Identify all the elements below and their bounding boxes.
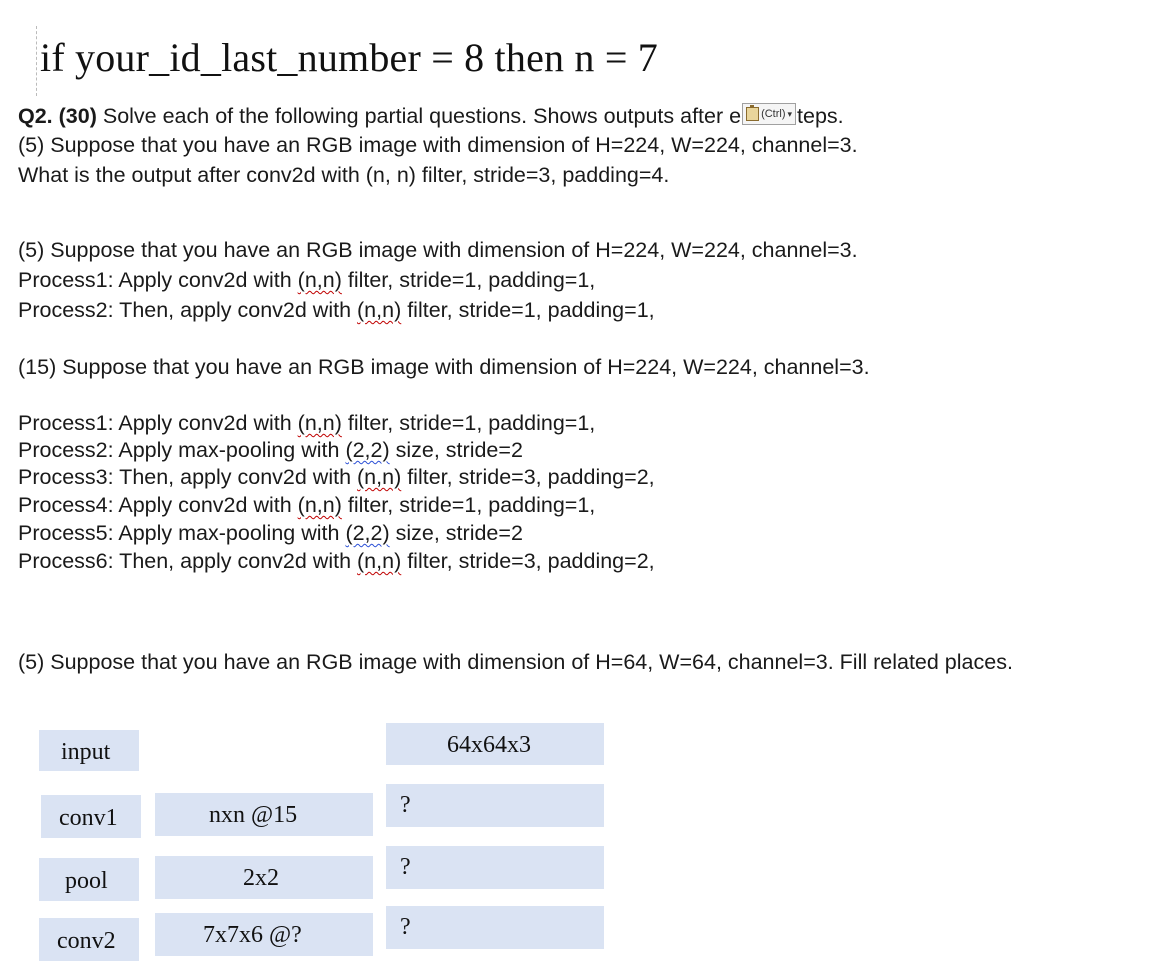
spellcheck-mark[interactable]: (n,n) [297,268,342,292]
pool-label-cell [39,858,139,901]
pool-label: pool [65,868,108,894]
conv2-label-cell [39,918,139,961]
part3-process6 [18,549,655,574]
input-label-cell [39,730,139,771]
part3-process1 [18,411,595,436]
part2-process2 [18,298,655,323]
part3-line1: (15) Suppose that you have an RGB image with dimension of H=224, W=224, channel=3. [18,355,870,379]
conv2-output-cell[interactable] [386,906,604,949]
process-text: Process4: Apply conv2d with [18,493,298,517]
spellcheck-mark[interactable]: (n,n) [357,298,402,322]
process-text: size, stride=2 [389,521,523,545]
process-text: Process3: Then, apply conv2d with [18,465,358,489]
spellcheck-mark[interactable]: (n,n) [357,465,402,489]
part2-line1: (5) Suppose that you have an RGB image with dimension of H=224, W=224, channel=3. [18,238,858,262]
conv1-label: conv1 [59,805,118,831]
spellcheck-mark[interactable]: (n,n) [297,411,342,435]
process-text: filter, stride=1, padding=1, [341,493,596,517]
part3-process2 [18,438,523,463]
process-text: Process6: Then, apply conv2d with [18,549,358,573]
q2-text-before: Solve each of the following partial questions. Shows outputs after e [96,104,742,128]
conv1-param-cell[interactable] [155,793,373,836]
grammar-mark[interactable]: (2,2) [345,521,390,545]
process-text: Process5: Apply max-pooling with [18,521,346,545]
pool-output-value: ? [400,854,411,880]
conv2-output-value: ? [400,914,411,940]
part3-process3 [18,465,655,490]
pool-output-cell[interactable] [386,846,604,889]
q2-label: Q2. (30) [18,104,97,128]
process-text: Process1: Apply conv2d with [18,411,298,435]
text-cursor-guide [36,26,37,96]
input-label: input [61,739,111,765]
process-text: size, stride=2 [389,438,523,462]
process-text: filter, stride=1, padding=1, [341,411,596,435]
input-output-cell [386,723,604,765]
conv2-label: conv2 [57,928,116,954]
paste-options-label: (Ctrl) [761,108,786,120]
spellcheck-mark[interactable]: (n,n) [357,549,402,573]
dropdown-caret-icon: ▾ [787,108,793,119]
process-text: filter, stride=3, padding=2, [401,465,655,489]
pool-param-value: 2x2 [243,865,279,891]
grammar-mark[interactable]: (2,2) [345,438,390,462]
part1-line2: What is the output after conv2d with (n, n) filter, stride=3, padding=4. [18,163,670,187]
process-text: Process2: Apply max-pooling with [18,438,346,462]
conv1-param-value: nxn @15 [209,802,298,828]
process-text: filter, stride=3, padding=2, [401,549,655,573]
conv1-label-cell [41,795,141,838]
part3-process5 [18,521,523,546]
process-text: filter, stride=1, padding=1, [341,268,596,292]
part3-process4 [18,493,595,518]
q2-heading [18,103,844,129]
conv2-param-cell[interactable] [155,913,373,956]
process-text: Process2: Then, apply conv2d with [18,298,358,322]
part1-line1: (5) Suppose that you have an RGB image with dimension of H=224, W=224, channel=3. [18,133,858,157]
conv1-output-value: ? [400,792,411,818]
conv1-output-cell[interactable] [386,784,604,827]
part2-process1 [18,268,595,293]
spellcheck-mark[interactable]: (n,n) [297,493,342,517]
input-output-value: 64x64x3 [447,732,531,758]
process-text: Process1: Apply conv2d with [18,268,298,292]
part4-line1: (5) Suppose that you have an RGB image with dimension of H=64, W=64, channel=3. Fill related places. [18,650,1013,674]
paste-options-button[interactable] [742,103,796,125]
clipboard-icon [746,107,759,121]
pool-param-cell[interactable] [155,856,373,899]
process-text: filter, stride=1, padding=1, [401,298,655,322]
q2-text-after: teps. [797,104,844,128]
conv2-param-value: 7x7x6 @? [203,922,302,948]
equation: if your_id_last_number = 8 then n = 7 [40,35,658,80]
